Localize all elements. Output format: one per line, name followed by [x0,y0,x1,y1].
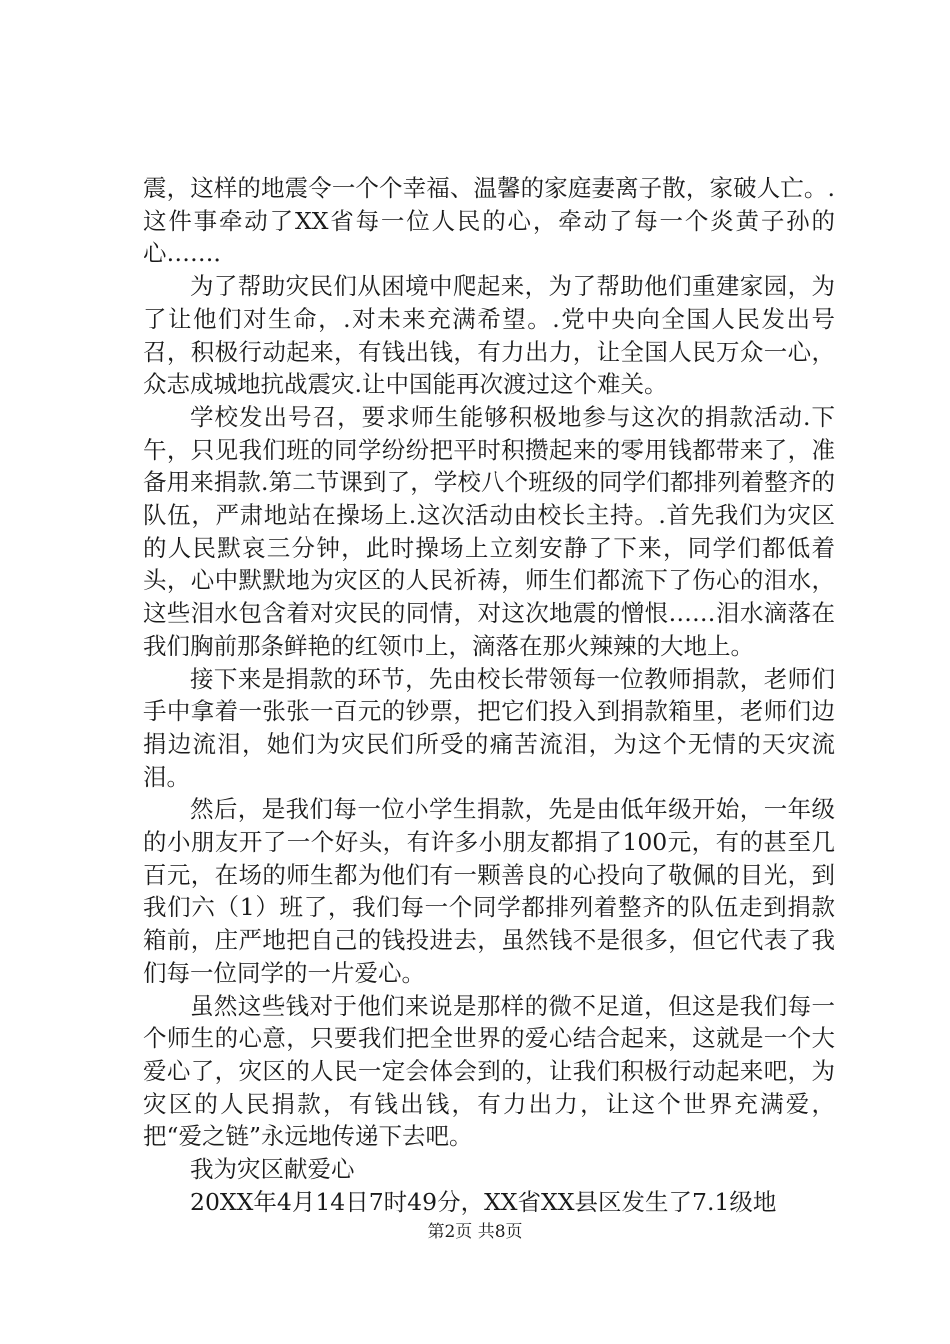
paragraph-continued: 震，这样的地震令一个个幸福、温馨的家庭妻离子散，家破人亡。.这件事牵动了XX省每一位人民的心，牵动了每一个炎黄子孙的心……． [143,174,835,268]
paragraph: 接下来是捐款的环节，先由校长带领每一位教师捐款，老师们手中拿着一张张一百元的钞票，把它们投入到捐款箱里，老师们边捐边流泪，她们为灾民们所受的痛苦流泪，为这个无情的天灾流泪。 [143,664,835,791]
page-number-footer: 第2页 共8页 [427,1222,523,1242]
paragraph: 虽然这些钱对于他们来说是那样的微不足道，但这是我们每一个师生的心意，只要我们把全世界的爱心结合起来，这就是一个大爱心了，灾区的人民一定会体会到的，让我们积极行动起来吧，为灾区的人民捐款，有钱出钱，有力出力，让这个世界充满爱，把“爱之链”永远地传递下去吧。 [143,991,835,1151]
paragraph: 20XX年4月14日7时49分，XX省XX县区发生了7.1级地 [190,1187,777,1216]
document-body [143,172,835,1219]
paragraph: 然后，是我们每一位小学生捐款，先是由低年级开始，一年级的小朋友开了一个好头，有许多小朋友都捐了100元，有的甚至几百元，在场的师生都为他们有一颗善良的心投向了敬佩的目光，到我们六（1）班了，我们每一个同学都排列着整齐的队伍走到捐款箱前，庄严地把自己的钱投进去，虽然钱不是很多，但它代表了我们每一位同学的一片爱心。 [143,795,835,987]
paragraph: 为了帮助灾民们从困境中爬起来，为了帮助他们重建家园，为了让他们对生命，.对未来充满希望。.党中央向全国人民发出号召，积极行动起来，有钱出钱，有力出力，让全国人民万众一心，众志成城地抗战震灾.让中国能再次渡过这个难关。 [143,272,835,399]
paragraph: 学校发出号召，要求师生能够积极地参与这次的捐款活动.下午，只见我们班的同学纷纷把平时积攒起来的零用钱都带来了，准备用来捐款.第二节课到了，学校八个班级的同学们都排列着整齐的队伍，严肃地站在操场上.这次活动由校长主持。.首先我们为灾区的人民默哀三分钟，此时操场上立刻安静了下来，同学们都低着头，心中默默地为灾区的人民祈祷，师生们都流下了伤心的泪水，这些泪水包含着对灾民的同情，对这次地震的憎恨……泪水滴落在我们胸前那条鲜艳的红领巾上，滴落在那火辣辣的大地上。 [143,402,835,660]
section-title: 我为灾区献爱心 [190,1155,355,1184]
